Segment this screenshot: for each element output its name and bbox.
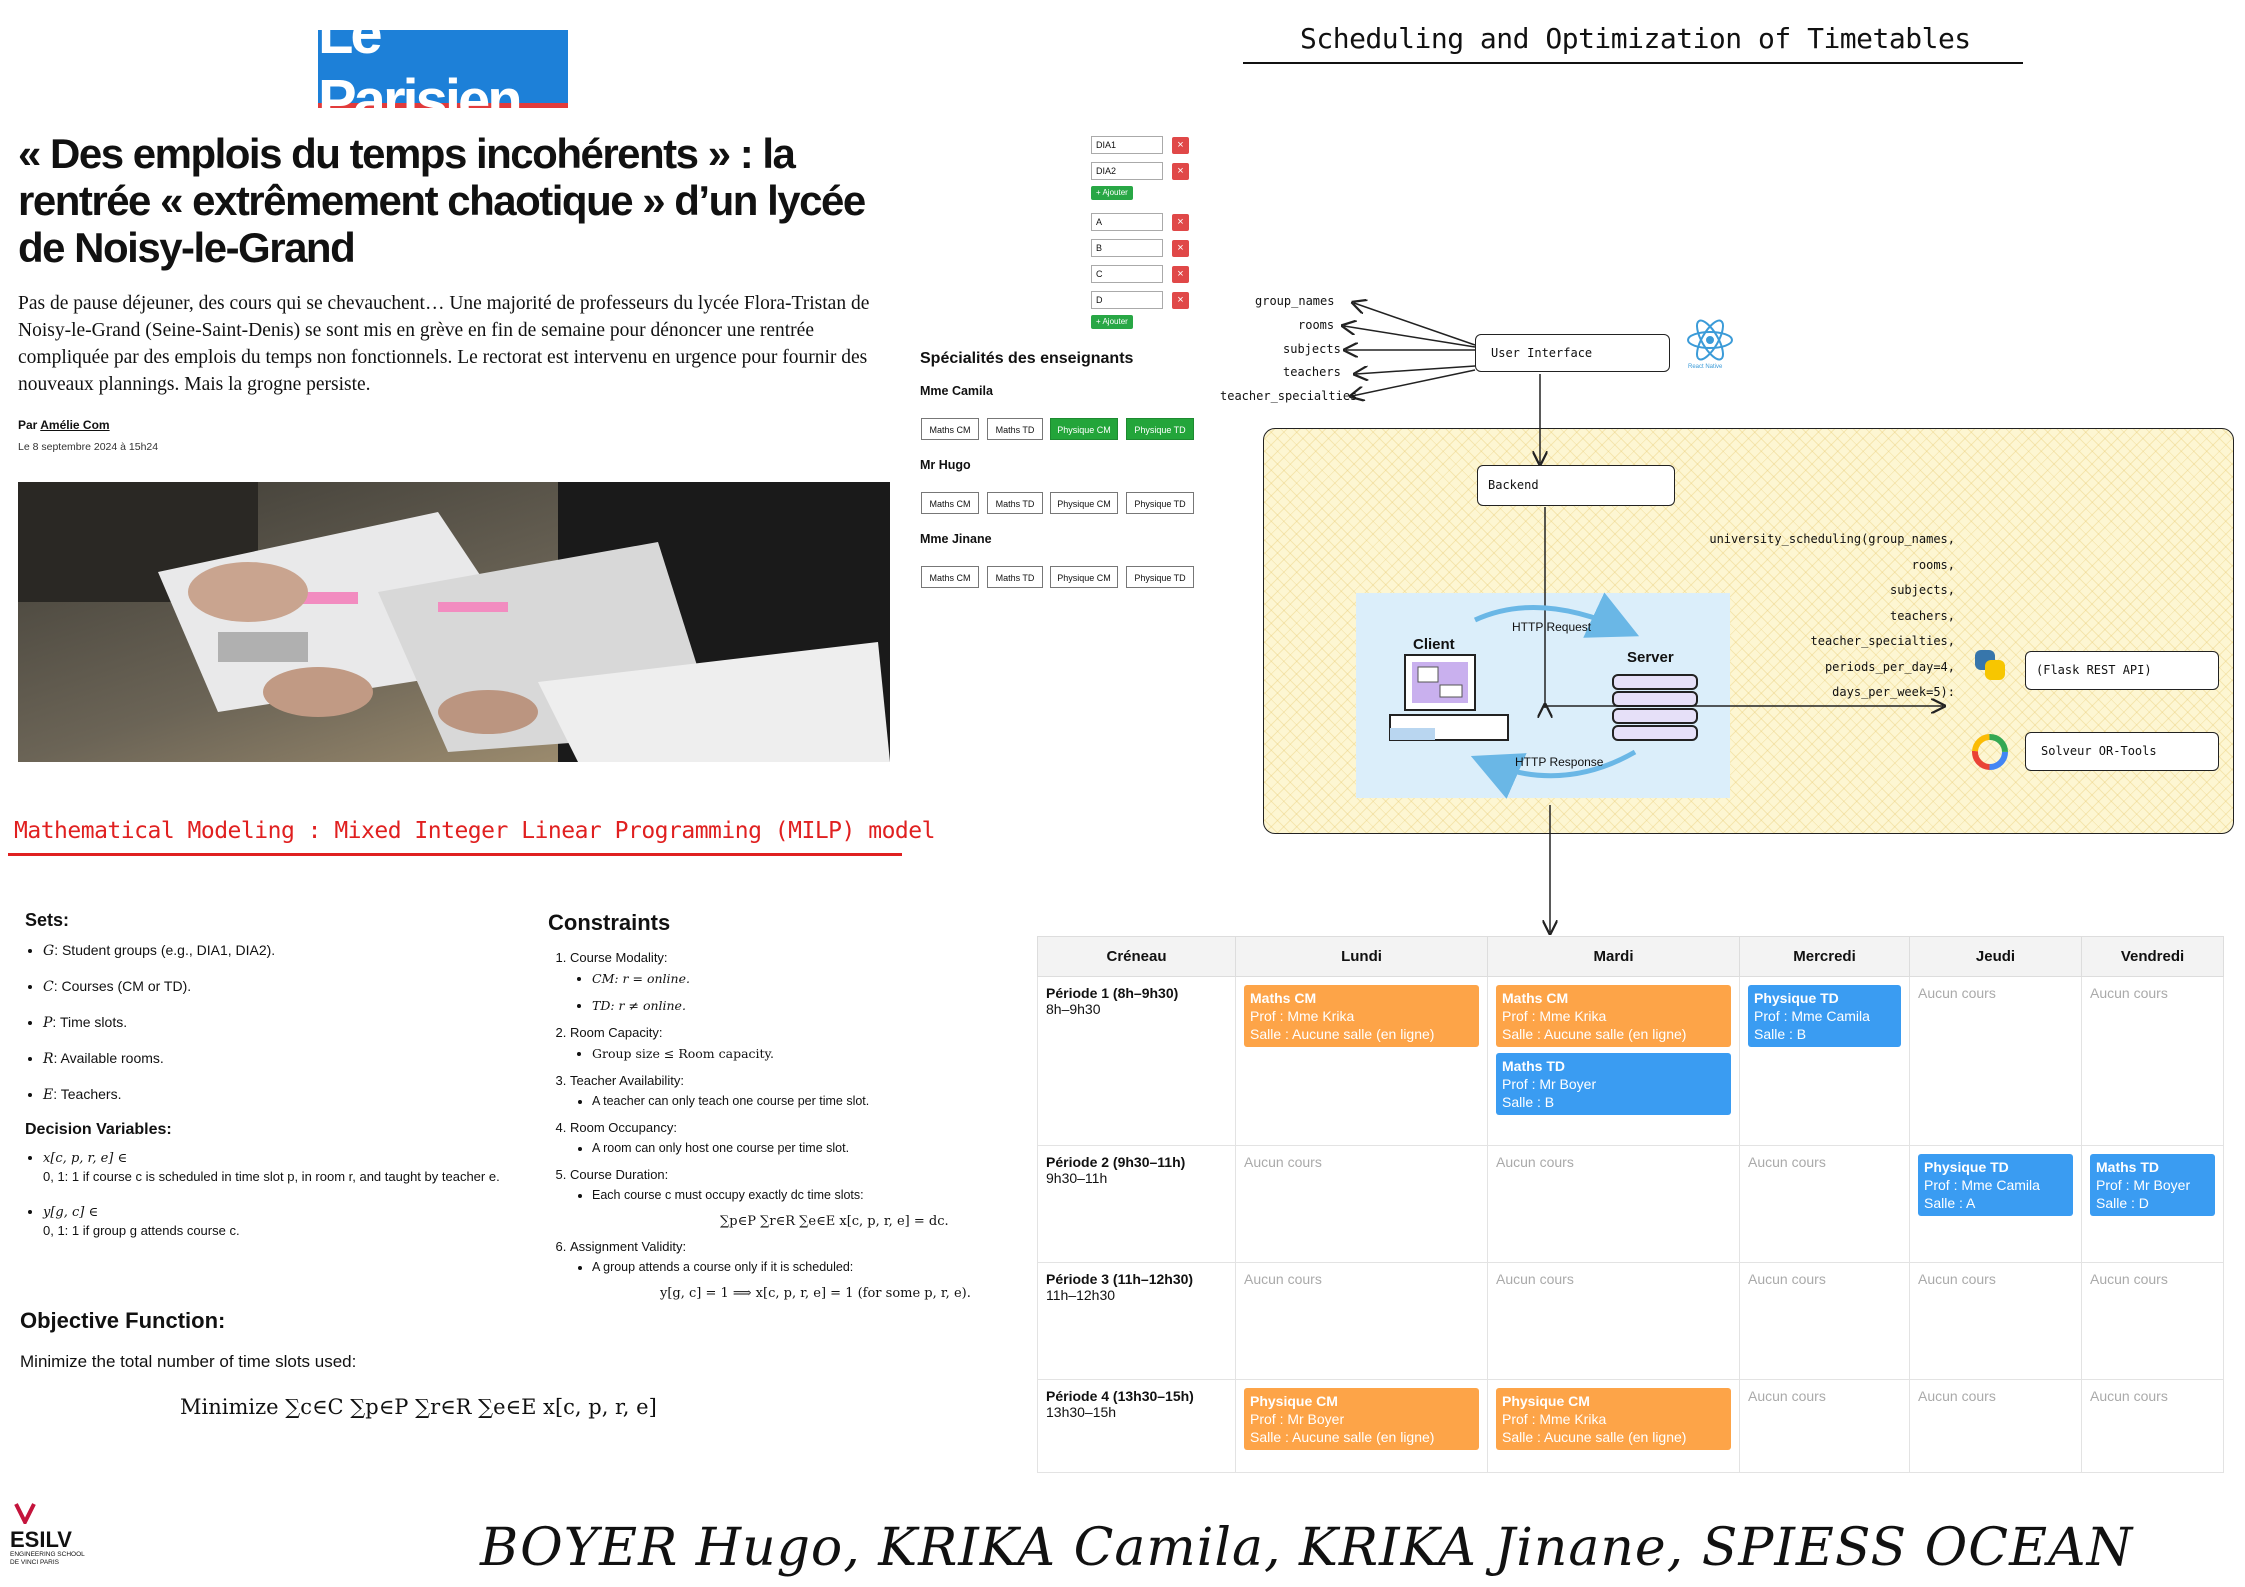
timetable-cell [2082,1263,2224,1380]
course-title: Physique CM [1502,1393,1590,1409]
room-input[interactable]: D [1091,291,1163,309]
add-group-button[interactable]: + Ajouter [1091,186,1133,200]
timetable-cell [1740,977,1910,1146]
authors-line: BOYER Hugo, KRIKA Camila, KRIKA Jinane, SPIESS OCEAN [480,1518,2134,1578]
no-course-label: Aucun cours [1918,1271,1996,1287]
input-label: subjects [1283,342,1341,356]
specialty-chip[interactable]: Maths CM [921,418,979,440]
constraint-item: 3. Teacher Availability: • A teacher can only teach one course per time slot. [570,1073,998,1108]
course-card[interactable] [1496,985,1731,1047]
course-teacher: Prof : Mme Camila [1924,1177,2040,1193]
specialty-chip[interactable]: Physique TD [1126,566,1194,588]
timetable-row [1038,977,2224,1146]
specialty-chip[interactable]: Physique CM [1050,418,1118,440]
http-request-label: HTTP Request [1512,620,1592,634]
duration-formula: ∑p∈P ∑r∈R ∑e∈E x[c, p, r, e] = dc. [720,1214,949,1229]
course-room: Salle : Aucune salle (en ligne) [1502,1026,1687,1042]
room-input[interactable]: A [1091,213,1163,231]
delete-room-button[interactable]: × [1172,266,1189,283]
constraint-item: 2. Room Capacity: • Group size ≤ Room capacity. [570,1025,998,1061]
teacher-name: Mme Camila [920,384,993,398]
set-item: • G: Student groups (e.g., DIA1, DIA2). [43,941,525,960]
course-title: Physique TD [1754,990,1839,1006]
specialty-chip[interactable]: Physique CM [1050,492,1118,514]
timetable-cell [1236,977,1488,1146]
timetable-header-cell: Mercredi [1740,937,1910,977]
scheduling-call: university_scheduling(group_names, rooms, subjects, teachers, teacher_specialties, periods_per_day=4, days_per_week=5): [1709,532,1955,699]
delete-group-button[interactable]: × [1172,163,1189,180]
milp-section-title: Mathematical Modeling : Mixed Integer Linear Programming (MILP) model [14,818,935,844]
timetable-header-cell: Créneau [1038,937,1236,977]
timetable-cell [1488,1380,1740,1473]
input-label: rooms [1298,318,1335,332]
course-room: Salle : Aucune salle (en ligne) [1502,1429,1687,1445]
time-slot-cell [1038,1263,1236,1380]
constraint-item: 5. Course Duration: • Each course c must occupy exactly dc time slots: ∑p∈P ∑r∈R ∑e∈E x[c, p, r, e] = dc. [570,1167,998,1229]
server-label: Server [1627,649,1674,666]
timetable-cell [2082,977,2224,1146]
timetable-header-cell: Mardi [1488,937,1740,977]
no-course-label: Aucun cours [1244,1271,1322,1287]
teacher-name: Mr Hugo [920,458,971,472]
client-computer-icon [1390,655,1508,740]
ortools-solver-box: Solveur OR-Tools [2025,732,2219,771]
validity-formula: y[g, c] = 1 ⟹ x[c, p, r, e] = 1 (for some p, r, e). [660,1286,971,1301]
course-card[interactable] [1496,1388,1731,1450]
timetable-cell [1910,977,2082,1146]
slot-hours: 11h–12h30 [1046,1287,1116,1303]
course-card[interactable] [1496,1053,1731,1115]
set-item: • E: Teachers. [43,1085,525,1104]
timetable-cell [1236,1146,1488,1263]
timetable-header-cell: Vendredi [2082,937,2224,977]
course-card[interactable] [1244,985,1479,1047]
slot-title: Période 1 (8h–9h30) [1046,985,1179,1001]
group-input[interactable]: DIA1 [1091,136,1163,154]
course-card[interactable] [1918,1154,2073,1216]
timetable-row [1038,1263,2224,1380]
set-item: • R: Available rooms. [43,1049,525,1068]
course-card[interactable] [2090,1154,2215,1216]
slot-title: Période 4 (13h30–15h) [1046,1388,1194,1404]
course-card[interactable] [1244,1388,1479,1450]
python-icon [1975,650,2005,680]
slot-title: Période 3 (11h–12h30) [1046,1271,1194,1287]
course-room: Salle : A [1924,1195,1976,1211]
byline-prefix: Par [18,418,38,432]
timetable-cell [1488,1146,1740,1263]
author-link[interactable]: Amélie Com [40,418,110,432]
time-slot-cell [1038,1146,1236,1263]
course-title: Maths CM [1250,990,1317,1006]
objective-text: Minimize the total number of time slots used: [20,1352,357,1371]
specialty-chip[interactable]: Maths TD [987,418,1043,440]
sets-heading: Sets: [25,910,70,930]
no-course-label: Aucun cours [2090,1388,2168,1404]
article-date: Le 8 septembre 2024 à 15h24 [18,441,159,453]
timetable-header-cell: Lundi [1236,937,1488,977]
course-title: Maths CM [1502,990,1569,1006]
no-course-label: Aucun cours [1244,1154,1322,1170]
delete-group-button[interactable]: × [1172,137,1189,154]
specialty-chip[interactable]: Physique TD [1126,418,1194,440]
timetable-cell [2082,1146,2224,1263]
no-course-label: Aucun cours [1496,1154,1574,1170]
input-label: teacher_specialties [1220,389,1358,403]
no-course-label: Aucun cours [2090,1271,2168,1287]
delete-room-button[interactable]: × [1172,240,1189,257]
timetable-cell [1910,1146,2082,1263]
timetable-cell [1910,1380,2082,1473]
timetable-cell [1910,1263,2082,1380]
course-room: Salle : B [1754,1026,1807,1042]
diagram-title: Scheduling and Optimization of Timetables [1300,22,1971,55]
objective-formula: Minimize ∑c∈C ∑p∈P ∑r∈R ∑e∈E x[c, p, r, e] [180,1395,657,1419]
slot-title: Période 2 (9h30–11h) [1046,1154,1186,1170]
course-teacher: Prof : Mr Boyer [1250,1411,1345,1427]
specialty-chip[interactable]: Physique CM [1050,566,1118,588]
no-course-label: Aucun cours [1748,1271,1826,1287]
esilv-logo: ESILV ENGINEERING SCHOOL DE VINCI PARIS [10,1502,100,1567]
course-room: Salle : Aucune salle (en ligne) [1250,1429,1435,1445]
slot-hours: 8h–9h30 [1046,1001,1101,1017]
timetable-cell [1740,1146,1910,1263]
teacher-name: Mme Jinane [920,532,992,546]
course-card[interactable] [1748,985,1901,1047]
slot-hours: 13h30–15h [1046,1404,1117,1420]
timetable-row [1038,1146,2224,1263]
var-item: • x[c, p, r, e] ∈ 0, 1: 1 if course c is scheduled in time slot p, in room r, and taught by teacher e. [43,1149,525,1186]
course-title: Maths TD [2096,1159,2159,1175]
objective-heading: Objective Function: [20,1308,226,1333]
constraint-item: 1. Course Modality: • CM: r = online. • TD: r ≠ online. [570,950,998,1013]
specialty-chip[interactable]: Maths TD [987,492,1043,514]
le-parisien-logo: Le Parisien [318,30,568,108]
timetable-header-row [1038,937,2224,977]
timetable-cell [1740,1263,1910,1380]
backend-box: Backend [1477,465,1675,506]
timetable-cell [1488,1263,1740,1380]
course-teacher: Prof : Mr Boyer [1502,1076,1597,1092]
constraint-item: 6. Assignment Validity: • A group attends a course only if it is scheduled: y[g, c] = 1 ⟹ x[c, p, r, e] = 1 (for some p, r, e). [570,1239,998,1301]
no-course-label: Aucun cours [1496,1271,1574,1287]
course-room: Salle : D [2096,1195,2149,1211]
course-teacher: Prof : Mme Krika [1502,1411,1607,1427]
constraints-heading: Constraints [548,910,671,935]
react-icon [1688,317,1732,363]
timetable-cell [1488,977,1740,1146]
client-label: Client [1413,636,1455,653]
time-slot-cell [1038,977,1236,1146]
add-room-button[interactable]: + Ajouter [1091,315,1133,329]
var-item: • y[g, c] ∈ 0, 1: 1 if group g attends course c. [43,1203,525,1240]
article-lede: Pas de pause déjeuner, des cours qui se chevauchent… Une majorité de professeurs du lycée Flora-Tristan de Noisy-le-Grand (Seine-Saint-Denis) se sont mis en grève en fin de semaine pour dénoncer une rentrée compliquée par des emplois du temps non fonctionnels. Le rectorat est intervenu en urgence pour fournir des nouveaux plannings. Mais la grogne persiste. [18,293,870,395]
constraint-item: 4. Room Occupancy: • A room can only host one course per time slot. [570,1120,998,1155]
specialty-chip[interactable]: Maths TD [987,566,1043,588]
set-item: • P: Time slots. [43,1013,525,1032]
timetable-header-cell: Jeudi [1910,937,2082,977]
course-title: Physique TD [1924,1159,2009,1175]
time-slot-cell [1038,1380,1236,1473]
group-input[interactable]: DIA2 [1091,162,1163,180]
timetable [1037,936,2224,1473]
vars-heading: Decision Variables: [25,1121,172,1138]
specialty-chip[interactable]: Physique TD [1126,492,1194,514]
course-teacher: Prof : Mme Krika [1502,1008,1607,1024]
timetable-cell [1740,1380,1910,1473]
no-course-label: Aucun cours [2090,985,2168,1001]
react-label: React Native [1688,364,1723,370]
article-headline: « Des emplois du temps incohérents » : la rentrée « extrêmement chaotique » d’un lycée de Noisy-le-Grand [18,130,865,271]
course-title: Physique CM [1250,1393,1338,1409]
slot-hours: 9h30–11h [1046,1170,1108,1186]
delete-room-button[interactable]: × [1172,292,1189,309]
course-room: Salle : Aucune salle (en ligne) [1250,1026,1435,1042]
no-course-label: Aucun cours [1918,985,1996,1001]
room-input[interactable]: C [1091,265,1163,283]
no-course-label: Aucun cours [1748,1388,1826,1404]
http-response-label: HTTP Response [1515,755,1604,769]
no-course-label: Aucun cours [1748,1154,1826,1170]
delete-room-button[interactable]: × [1172,214,1189,231]
input-label: teachers [1283,365,1341,379]
esilv-v-icon [10,1502,40,1524]
specialty-chip[interactable]: Maths CM [921,492,979,514]
course-teacher: Prof : Mme Camila [1754,1008,1870,1024]
flask-api-box: (Flask REST API) [2025,651,2219,690]
timetable-cell [2082,1380,2224,1473]
course-teacher: Prof : Mr Boyer [2096,1177,2191,1193]
timetable-row [1038,1380,2224,1473]
google-icon [1975,737,2005,767]
specialty-chip[interactable]: Maths CM [921,566,979,588]
user-interface-box: User Interface [1475,334,1670,372]
input-label: group_names [1255,294,1335,308]
course-room: Salle : B [1502,1094,1555,1110]
set-item: • C: Courses (CM or TD). [43,977,525,996]
specialties-heading: Spécialités des enseignants [920,350,1134,367]
course-title: Maths TD [1502,1058,1565,1074]
room-input[interactable]: B [1091,239,1163,257]
no-course-label: Aucun cours [1918,1388,1996,1404]
timetable-cell [1236,1263,1488,1380]
timetable-cell [1236,1380,1488,1473]
course-teacher: Prof : Mme Krika [1250,1008,1355,1024]
